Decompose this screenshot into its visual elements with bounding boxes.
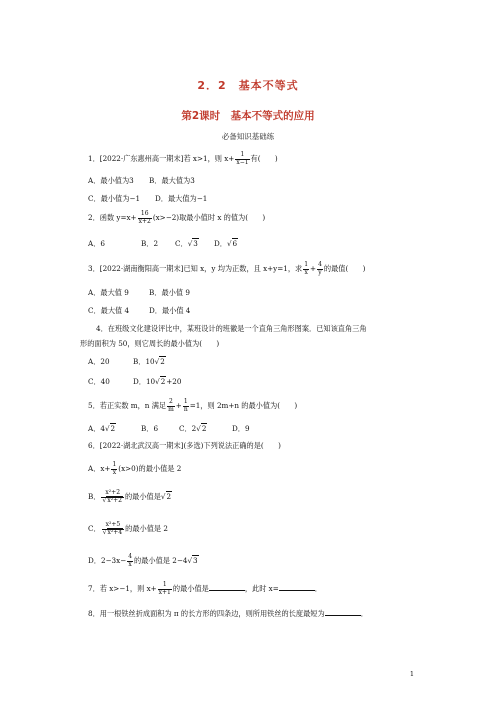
q5-option-b: B．6 bbox=[141, 424, 159, 433]
question-2: 2．函数 y=x+ $\frac{16}{x+2}$ (x>−2)取最小值时 x 的值为( ) bbox=[88, 210, 266, 225]
q6-option-b: B． $\frac{\text{x²+2}}{\text{√x²+2}}$ 的最小值是√2 bbox=[88, 489, 172, 504]
q7-answer-blank-1 bbox=[209, 583, 245, 591]
q2-fraction: $\frac{16}{x+2}$ bbox=[138, 210, 151, 225]
q4-option-d: D．10√2+20 bbox=[133, 377, 182, 386]
question-4-line1: 4．在班级文化建设评比中，某班设计的班徽是一个直角三角形图案．已知该直角三角 bbox=[96, 324, 367, 333]
question-1: 1．[2022·广东惠州高一期末]若 x>1，则 x+ $\frac{1}{x-1}$ 有( ) bbox=[88, 151, 278, 166]
q4-option-a: A．20 bbox=[88, 357, 110, 366]
question-4-line2: 形的面积为 50，则它周长的最小值为( ) bbox=[80, 339, 220, 348]
q1-fraction: $\frac{1}{x-1}$ bbox=[236, 151, 249, 166]
q5-option-d: D．9 bbox=[232, 424, 250, 433]
q4-option-c: C．40 bbox=[88, 377, 110, 386]
q6-option-a: A．x+ $\frac{1}{x}$ (x>0)的最小值是 2 bbox=[88, 461, 182, 476]
q2-option-a: A．6 bbox=[88, 239, 105, 248]
q5-option-c: C．2√2 bbox=[179, 424, 207, 433]
q7-answer-blank-2 bbox=[279, 583, 315, 591]
question-8: 8．用一根铁丝折成面积为 π 的长方形的四条边，则所用铁丝的长度最短为 ． bbox=[88, 609, 368, 618]
q5-option-a: A．4√2 bbox=[88, 424, 116, 433]
page-title: 2．2 基本不等式 bbox=[197, 79, 299, 92]
question-5: 5．若正实数 m，n 满足 $\frac{2}{m}$ + $\frac{1}{n}$ =1，则 2m+n 的最小值为( ) bbox=[88, 398, 298, 413]
q6-option-d: D．2−3x− $\frac{4}{x}$ 的最小值是 2−4√3 bbox=[88, 553, 198, 568]
q8-answer-blank bbox=[325, 608, 361, 616]
q4-option-b: B．10√2 bbox=[133, 357, 165, 366]
q1-option-a: A．最小值为3 bbox=[88, 176, 134, 185]
question-6: 6．[2022·湖北武汉高一期末](多选)下列说法正确的是( ) bbox=[88, 441, 281, 450]
question-7: 7．若 x>−1，则 x+ $\frac{1}{x+1}$ 的最小值是 ，此时 x= ． bbox=[88, 581, 322, 596]
page-number: 1 bbox=[409, 670, 414, 678]
q2-option-d: D．√6 bbox=[214, 239, 238, 248]
q6-option-c: C． $\frac{\text{x²+5}}{\text{√x²+4}}$ 的最小值是 2 bbox=[88, 521, 168, 536]
question-3: 3．[2022·湖南衡阳高一期末]已知 x，y 均为正数，且 x+y=1，求 $\frac{1}{x}$ + $\frac{4}{y}$ 的最值( ) bbox=[88, 261, 366, 276]
q1-option-c: C．最小值为−1 bbox=[88, 194, 141, 203]
q3-option-b: B．最小值 9 bbox=[149, 288, 190, 297]
q3-option-d: D．最小值 4 bbox=[149, 306, 191, 315]
q3-option-c: C．最大值 4 bbox=[88, 306, 130, 315]
q2-option-c: C．√3 bbox=[175, 239, 198, 248]
q2-option-b: B．2 bbox=[141, 239, 159, 248]
q1-option-b: B．最大值为3 bbox=[149, 176, 195, 185]
q1-option-d: D．最大值为−1 bbox=[155, 194, 208, 203]
lesson-subtitle: 第2课时 基本不等式的应用 bbox=[181, 110, 315, 122]
section-heading: 必备知识基础练 bbox=[221, 132, 275, 141]
q1-text: 1．[2022·广东惠州高一期末]若 x>1，则 x+ bbox=[88, 154, 235, 163]
q3-option-a: A．最大值 9 bbox=[88, 288, 129, 297]
